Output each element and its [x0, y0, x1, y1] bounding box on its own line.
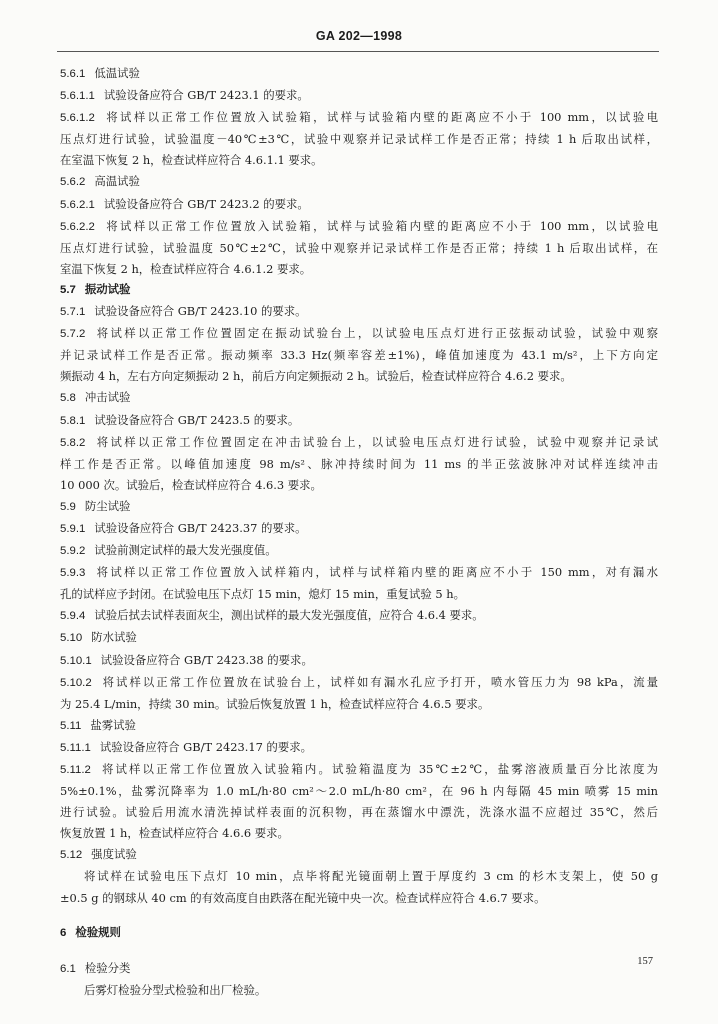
clause-5-12-body: 将试样在试验电压下点灯 10 min，点毕将配光镜面朝上置于厚度约 3 cm 的杉木支架上，使 50 g: [84, 869, 658, 884]
clause-5-10-2: 5.10.2 将试样以正常工作位置放在试验台上，试样如有漏水孔应予打开，喷水管压力为 98 kPa，流量: [60, 674, 658, 689]
clause-5-6-2-1: 5.6.2.1 试验设备应符合 GB/T 2423.2 的要求。: [60, 196, 309, 211]
clause-5-10-2-cont: 为 25.4 L/min，持续 30 min。试验后恢复放置 1 h，检查试样应符合 4.6.5 要求。: [60, 696, 490, 711]
clause-5-8-2-cont: 样工作是否正常。以峰值加速度 98 m/s²、脉冲持续时间为 11 ms 的半正弦波脉冲对试样连续冲击: [60, 456, 658, 471]
clause-5-8-2-cont: 10 000 次。试验后，检查试样应符合 4.6.3 要求。: [60, 477, 322, 492]
clause-5-6-2-2: 5.6.2.2 将试样以正常工作位置放入试验箱，试样与试验箱内壁的距离应不小于 100 mm，以试验电: [60, 218, 658, 233]
clause-5-11: 5.11 盐雾试验: [60, 717, 136, 732]
clause-5-6-1-1: 5.6.1.1 试验设备应符合 GB/T 2423.1 的要求。: [60, 88, 309, 103]
clause-5-6-2-2-cont: 压点灯进行试验，试验温度 50℃±2℃，试验中观察并记录试样工作是否正常；持续 1 h 后取出试样，在: [60, 240, 658, 255]
clause-5-7: 5.7 振动试验: [60, 283, 131, 296]
clause-5-12: 5.12 强度试验: [60, 847, 137, 862]
clause-5-6-1: 5.6.1 低温试验: [60, 66, 140, 80]
clause-5-7-1: 5.7.1 试验设备应符合 GB/T 2423.10 的要求。: [60, 304, 307, 319]
clause-5-11-2-cont: 进行试验。试验后用流水清洗掉试样表面的沉积物，再在蒸馏水中漂洗，洗涤水温不应超过 35℃，然后: [60, 805, 658, 820]
clause-5-12-body-cont: ±0.5 g 的钢球从 40 cm 的有效高度自由跌落在配光镜中央一次。检查试样应符合 4.6.7 要求。: [60, 890, 546, 905]
clause-5-7-2-cont: 并记录试样工作是否正常。振动频率 33.3 Hz(频率容差±1%)，峰值加速度为 43.1 m/s²，上下方向定: [60, 348, 658, 363]
clause-5-6-1-2-cont: 压点灯进行试验，试验温度－40℃±3℃，试验中观察并记录试样工作是否正常；持续 1 h 后取出试样，: [60, 132, 658, 147]
clause-5-9-2: 5.9.2 试验前测定试样的最大发光强度值。: [60, 543, 277, 558]
section-gap: [60, 909, 658, 923]
clause-5-6-1-2: 5.6.1.2 将试样以正常工作位置放入试验箱，试样与试验箱内壁的距离应不小于 100 mm，以试验电: [60, 110, 658, 125]
clause-5-8-2: 5.8.2 将试样以正常工作位置固定在冲击试验台上，以试验电压点灯进行试验，试验中观察并记录试: [60, 434, 658, 449]
clause-5-10: 5.10 防水试验: [60, 630, 137, 645]
clause-5-6-2: 5.6.2 高温试验: [60, 174, 140, 189]
clause-5-9-3: 5.9.3 将试样以正常工作位置放入试样箱内，试样与试样箱内壁的距离应不小于 150 mm，对有漏水: [60, 565, 658, 580]
page-header: GA 202—1998: [315, 29, 403, 43]
clause-5-9-3-cont: 孔的试样应予封闭。在试验电压下点灯 15 min，熄灯 15 min，重复试验 5 h。: [60, 587, 466, 602]
clause-5-11-2-cont: 恢复放置 1 h，检查试样应符合 4.6.6 要求。: [60, 826, 289, 841]
clause-5-7-2-cont: 频振动 4 h，左右方向定频振动 2 h，前后方向定频振动 2 h。试验后，检查试样应符合 4.6.2 要求。: [60, 369, 572, 384]
clause-6-1: 6.1 检验分类: [60, 960, 131, 975]
section-6-heading: 6 检验规则: [60, 926, 121, 939]
header-rule: [57, 51, 659, 52]
clause-5-11-1: 5.11.1 试验设备应符合 GB/T 2423.17 的要求。: [60, 739, 312, 754]
clause-5-9: 5.9 防尘试验: [60, 498, 131, 513]
clause-5-10-1: 5.10.1 试验设备应符合 GB/T 2423.38 的要求。: [60, 652, 313, 667]
clause-5-6-2-2-cont: 室温下恢复 2 h，检查试样应符合 4.6.1.2 要求。: [60, 261, 312, 276]
clause-5-11-2-cont: 5%±0.1%，盐雾沉降率为 1.0 mL/h·80 cm²～2.0 mL/h·80 cm²，在 96 h 内每隔 45 min 喷雾 15 min: [60, 784, 658, 799]
clause-6-1-body: 后雾灯检验分型式检验和出厂检验。: [84, 982, 267, 997]
clause-5-9-1: 5.9.1 试验设备应符合 GB/T 2423.37 的要求。: [60, 520, 307, 535]
clause-5-8-1: 5.8.1 试验设备应符合 GB/T 2423.5 的要求。: [60, 412, 300, 427]
section-gap: [60, 944, 658, 958]
document-body: [60, 63, 658, 1001]
clause-5-8: 5.8 冲击试验: [60, 390, 131, 405]
clause-5-9-4: 5.9.4 试验后拭去试样表面灰尘，测出试样的最大发光强度值，应符合 4.6.4 要求。: [60, 608, 484, 623]
page-number: 157: [637, 956, 653, 967]
clause-5-11-2: 5.11.2 将试样以正常工作位置放入试验箱内。试验箱温度为 35℃±2℃，盐雾溶液质量百分比浓度为: [60, 762, 658, 776]
clause-5-6-1-2-cont: 在室温下恢复 2 h，检查试样应符合 4.6.1.1 要求。: [60, 153, 323, 168]
clause-5-7-2: 5.7.2 将试样以正常工作位置固定在振动试验台上，以试验电压点灯进行正弦振动试验，试验中观察: [60, 326, 658, 341]
